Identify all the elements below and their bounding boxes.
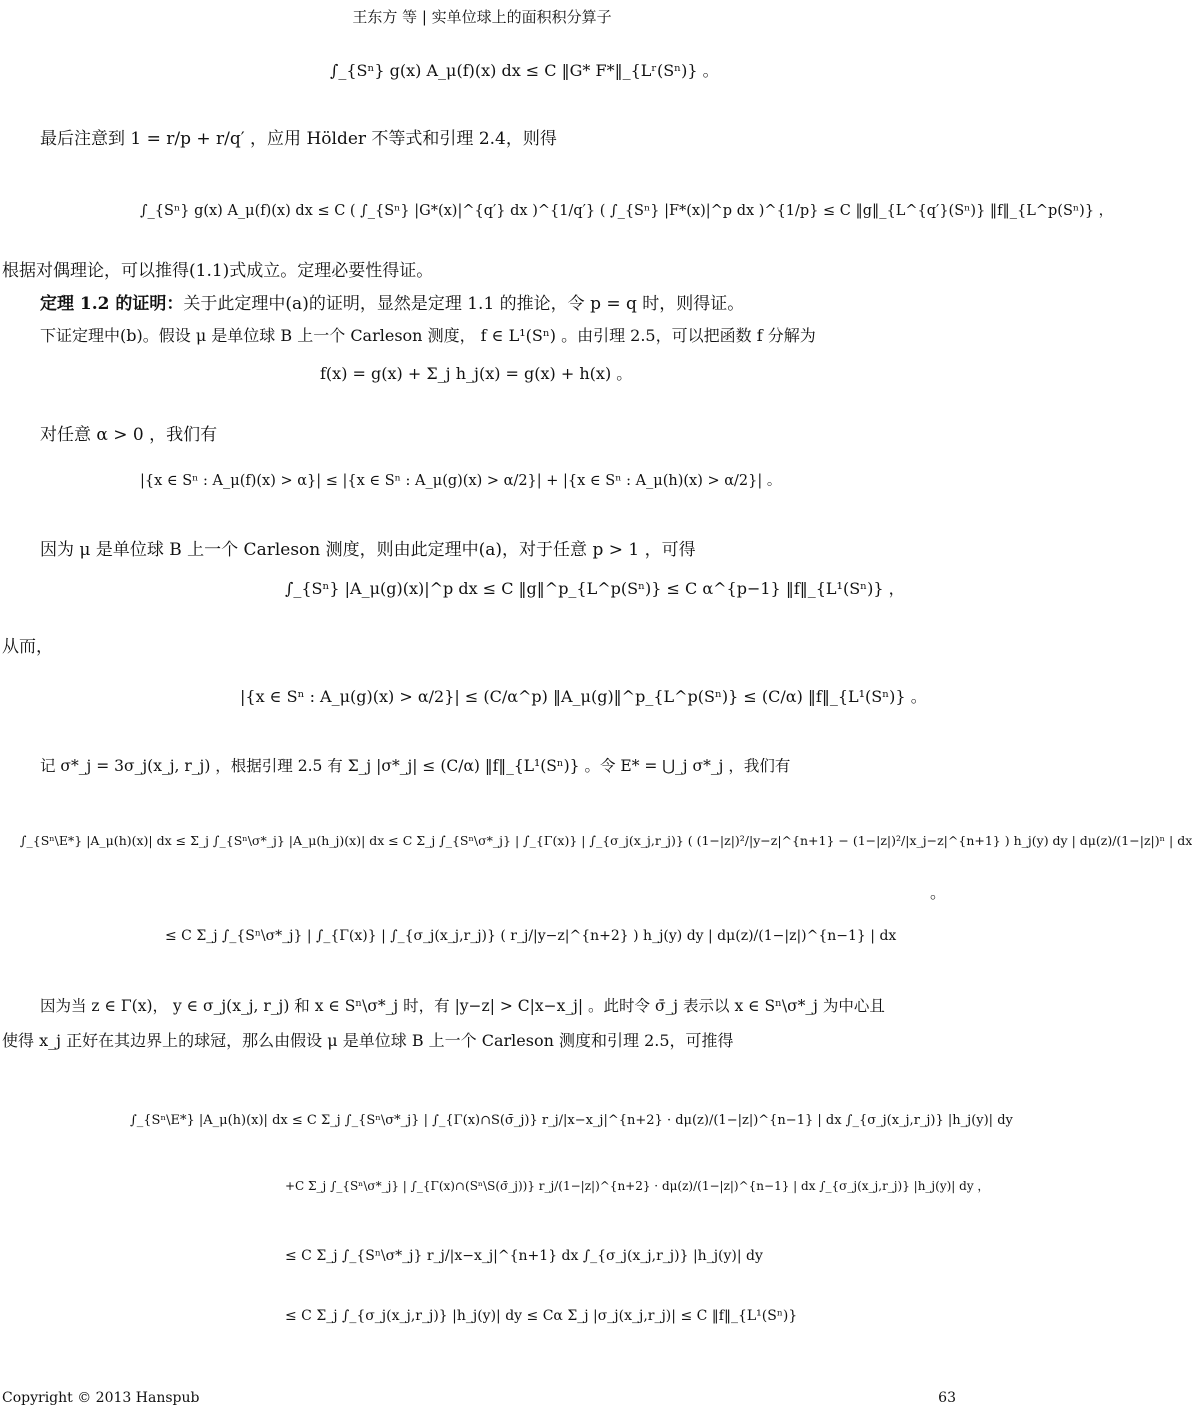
equation-7a: ∫_{Sⁿ\E*} |A_μ(h)(x)| dx ≤ Σ_j ∫_{Sⁿ\σ*_j} |A_μ(h_j)(x)| dx ≤ C Σ_j ∫_{Sⁿ\σ*_j} | ∫_{Γ(x)} | ∫_{σ_j(x_j,r_j)} ( (1−|z|)²/|y−z|^{n+1} − (1−|z|)²/|x_j−z|^{n+1} ) h_j(y) dy | dμ(z)/(1−|z|)ⁿ | dx <box>20 833 1192 848</box>
page-number: 63 <box>938 1390 956 1406</box>
paragraph-5: 对任意 α > 0 ，我们有 <box>40 425 218 445</box>
paragraph-3 <box>40 293 744 315</box>
equation-4: |{x ∈ Sⁿ : A_μ(f)(x) > α}| ≤ |{x ∈ Sⁿ : A_μ(g)(x) > α/2}| + |{x ∈ Sⁿ : A_μ(h)(x) > α/2}| 。 <box>140 473 782 489</box>
paragraph-2: 根据对偶理论，可以推得(1.1)式成立。定理必要性得证。 <box>2 261 434 281</box>
running-title: 王东方 等 | 实单位球上的面积积分算子 <box>352 8 612 26</box>
paragraph-3-text: 关于此定理中(a)的证明，显然是定理 1.1 的推论，令 p = q 时，则得证。 <box>183 294 745 314</box>
paragraph-7: 从而， <box>2 637 53 657</box>
equation-7a-end: 。 <box>930 883 947 902</box>
equation-8a: ∫_{Sⁿ\E*} |A_μ(h)(x)| dx ≤ C Σ_j ∫_{Sⁿ\σ*_j} | ∫_{Γ(x)∩S(σ̄_j)} r_j/|x−x_j|^{n+2} · dμ(z)/(1−|z|)^{n−1} | dx ∫_{σ_j(x_j,r_j)} |h_j(y)| dy <box>130 1113 1013 1128</box>
equation-3: f(x) = g(x) + Σ_j h_j(x) = g(x) + h(x) 。 <box>320 364 633 383</box>
equation-8d: ≤ C Σ_j ∫_{σ_j(x_j,r_j)} |h_j(y)| dy ≤ Cα Σ_j |σ_j(x_j,r_j)| ≤ C ‖f‖_{L¹(Sⁿ)} <box>285 1308 798 1324</box>
paragraph-6: 因为 μ 是单位球 B 上一个 Carleson 测度，则由此定理中(a)，对于任意 p > 1 ，可得 <box>40 540 696 560</box>
paragraph-4: 下证定理中(b)。假设 μ 是单位球 B 上一个 Carleson 测度， f ∈ L¹(Sⁿ) 。由引理 2.5，可以把函数 f 分解为 <box>40 326 816 345</box>
equation-6: |{x ∈ Sⁿ : A_μ(g)(x) > α/2}| ≤ (C/α^p) ‖A_μ(g)‖^p_{L^p(Sⁿ)} ≤ (C/α) ‖f‖_{L¹(Sⁿ)} 。 <box>240 687 927 706</box>
equation-1: ∫_{Sⁿ} g(x) A_μ(f)(x) dx ≤ C ‖G* F*‖_{Lʳ(Sⁿ)} 。 <box>330 61 719 80</box>
paragraph-8: 记 σ*_j = 3σ_j(x_j, r_j) ，根据引理 2.5 有 Σ_j |σ*_j| ≤ (C/α) ‖f‖_{L¹(Sⁿ)} 。令 E* = ⋃_j σ*_j ，我们有 <box>40 757 791 775</box>
equation-7b: ≤ C Σ_j ∫_{Sⁿ\σ*_j} | ∫_{Γ(x)} | ∫_{σ_j(x_j,r_j)} ( r_j/|y−z|^{n+2} ) h_j(y) dy | dμ(z)/(1−|z|)^{n−1} | dx <box>165 928 897 944</box>
paragraph-10: 使得 x_j 正好在其边界上的球冠，那么由假设 μ 是单位球 B 上一个 Carleson 测度和引理 2.5，可推得 <box>2 1031 734 1050</box>
equation-5: ∫_{Sⁿ} |A_μ(g)(x)|^p dx ≤ C ‖g‖^p_{L^p(Sⁿ)} ≤ C α^{p−1} ‖f‖_{L¹(Sⁿ)} ， <box>285 579 905 598</box>
equation-8c: ≤ C Σ_j ∫_{Sⁿ\σ*_j} r_j/|x−x_j|^{n+1} dx ∫_{σ_j(x_j,r_j)} |h_j(y)| dy <box>285 1248 763 1264</box>
equation-2: ∫_{Sⁿ} g(x) A_μ(f)(x) dx ≤ C ( ∫_{Sⁿ} |G*(x)|^{q′} dx )^{1/q′} ( ∫_{Sⁿ} |F*(x)|^p dx )^{1/p} ≤ C ‖g‖_{L^{q′}(Sⁿ)} ‖f‖_{L^p(Sⁿ)} ， <box>140 203 1114 219</box>
paragraph-9: 因为当 z ∈ Γ(x)， y ∈ σ_j(x_j, r_j) 和 x ∈ Sⁿ\σ*_j 时，有 |y−z| > C|x−x_j| 。此时令 σ̄_j 表示以 x ∈ Sⁿ\σ*_j 为中心且 <box>40 997 885 1015</box>
theorem-proof-heading: 定理 1.2 的证明： <box>40 294 184 314</box>
footer-copyright: Copyright © 2013 Hanspub <box>2 1390 200 1406</box>
paragraph-1: 最后注意到 1 = r/p + r/q′ ，应用 Hölder 不等式和引理 2.4，则得 <box>40 129 557 149</box>
equation-8b: +C Σ_j ∫_{Sⁿ\σ*_j} | ∫_{Γ(x)∩(Sⁿ\S(σ̄_j))} r_j/(1−|z|)^{n+2} · dμ(z)/(1−|z|)^{n−1} | dx ∫_{σ_j(x_j,r_j)} |h_j(y)| dy ， <box>285 1179 990 1193</box>
